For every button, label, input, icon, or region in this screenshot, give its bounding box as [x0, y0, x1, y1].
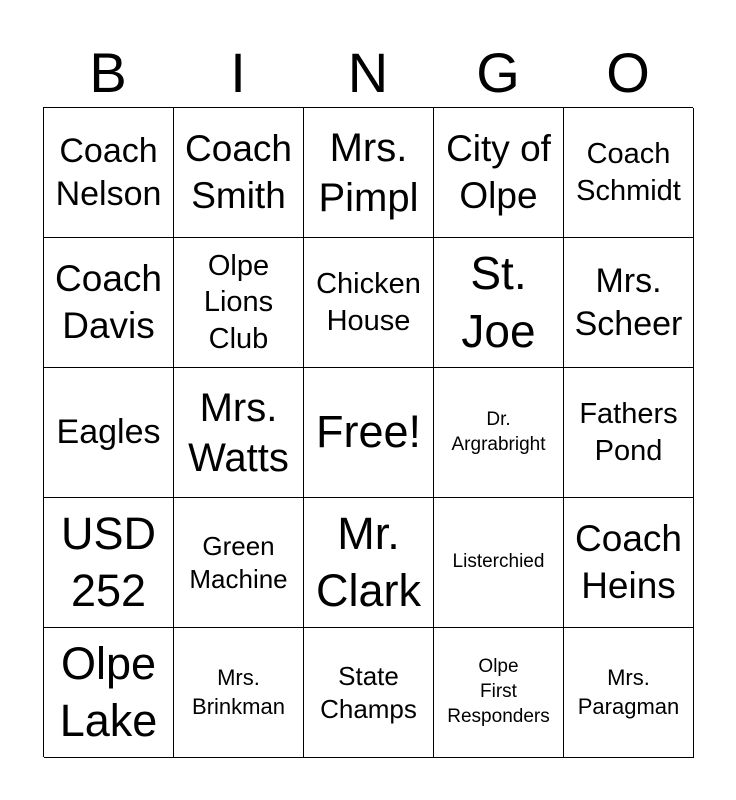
bingo-cell[interactable]: [304, 628, 434, 758]
bingo-cell[interactable]: [44, 238, 174, 368]
cell-label: Mrs. Paragman: [577, 664, 680, 719]
bingo-cell[interactable]: [434, 368, 564, 498]
bingo-cell[interactable]: [304, 108, 434, 238]
free-space-cell[interactable]: [304, 368, 434, 498]
cell-label: Mrs. Scheer: [574, 262, 683, 343]
cell-label: USD 252: [60, 508, 156, 616]
bingo-cell[interactable]: [44, 628, 174, 758]
cell-label: Mrs. Watts: [188, 385, 289, 480]
cell-label: State Champs: [320, 661, 417, 724]
bingo-cell[interactable]: [564, 108, 694, 238]
cell-label: Coach Smith: [185, 128, 292, 216]
bingo-cell[interactable]: [434, 108, 564, 238]
cell-label: Olpe Lions Club: [203, 250, 274, 355]
bingo-cell[interactable]: [304, 238, 434, 368]
bingo-cell[interactable]: [434, 498, 564, 628]
cell-label: Green Machine: [189, 531, 288, 594]
header-letter-b: B: [89, 41, 127, 104]
free-space-label: Free!: [315, 406, 422, 458]
bingo-cell[interactable]: [434, 238, 564, 368]
bingo-cell[interactable]: [44, 108, 174, 238]
cell-label: Mrs. Pimpl: [318, 125, 419, 220]
bingo-cell[interactable]: [174, 238, 304, 368]
bingo-cell[interactable]: [564, 368, 694, 498]
cell-label: Olpe First Responders: [447, 656, 550, 727]
cell-label: Coach Heins: [575, 518, 682, 606]
cell-label: Chicken House: [316, 268, 421, 337]
bingo-cell[interactable]: [564, 628, 694, 758]
cell-label: City of Olpe: [446, 128, 551, 216]
bingo-header: [43, 40, 693, 106]
cell-label: Listerchied: [452, 551, 545, 573]
cell-label: Dr. Argrabright: [451, 408, 546, 455]
bingo-board: [43, 107, 693, 757]
cell-label: Coach Davis: [55, 258, 162, 346]
header-letter-g: G: [476, 41, 520, 104]
bingo-cell[interactable]: [304, 498, 434, 628]
cell-label: St. Joe: [461, 247, 536, 357]
bingo-cell[interactable]: [174, 368, 304, 498]
cell-label: Olpe Lake: [59, 638, 158, 746]
cell-label: Fathers Pond: [579, 398, 678, 467]
bingo-cell[interactable]: [564, 238, 694, 368]
bingo-cell[interactable]: [174, 628, 304, 758]
cell-label: Coach Nelson: [55, 132, 162, 213]
header-letter-i: I: [230, 41, 246, 104]
bingo-cell[interactable]: [174, 498, 304, 628]
bingo-cell[interactable]: [174, 108, 304, 238]
cell-label: Mr. Clark: [315, 508, 421, 616]
header-letter-n: N: [347, 41, 389, 104]
bingo-cell[interactable]: [44, 498, 174, 628]
header-letter-o: O: [606, 41, 650, 104]
cell-label: Coach Schmidt: [576, 138, 681, 207]
cell-label: Eagles: [56, 413, 161, 452]
bingo-cell[interactable]: [434, 628, 564, 758]
bingo-cell[interactable]: [564, 498, 694, 628]
bingo-cell[interactable]: [44, 368, 174, 498]
cell-label: Mrs. Brinkman: [192, 664, 285, 719]
